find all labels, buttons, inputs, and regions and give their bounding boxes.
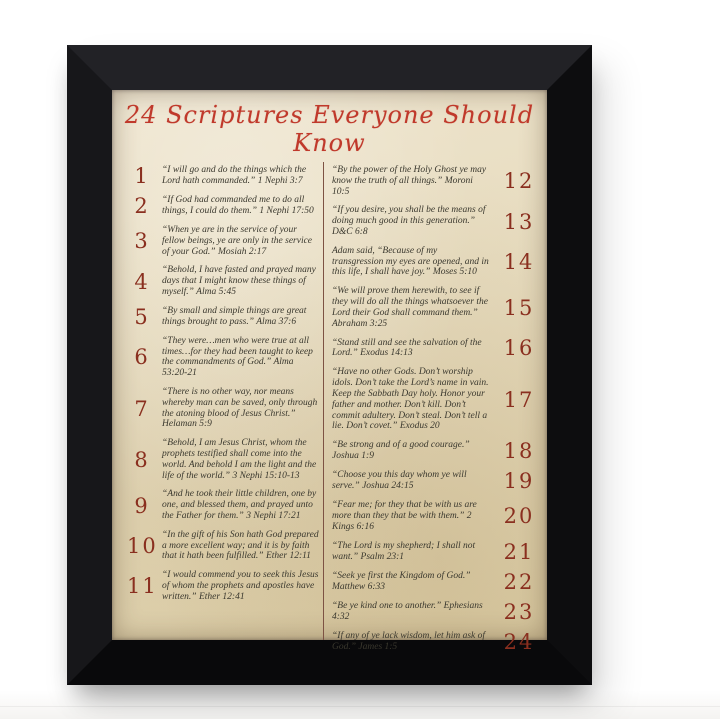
scripture-text bbox=[332, 601, 495, 623]
scripture-item bbox=[127, 306, 319, 328]
scripture-reference: 1 Nephi 17:50 bbox=[259, 206, 314, 216]
scripture-reference: Ephesians 4:32 bbox=[332, 600, 483, 622]
scripture-item bbox=[332, 165, 541, 197]
scripture-item bbox=[332, 601, 541, 623]
scripture-quote: “There is no other way, nor means whereby man can be saved, only through the atoning blood of Jesus Christ.” bbox=[162, 386, 318, 419]
scripture-reference: 2 Kings 6:16 bbox=[332, 510, 472, 532]
scripture-reference: Ether 12:41 bbox=[198, 591, 245, 602]
scripture-quote: “Be strong and of a good courage.” bbox=[332, 440, 470, 451]
scripture-item bbox=[332, 246, 541, 278]
scripture-reference: Exodus 14:13 bbox=[360, 348, 413, 359]
background-floor-line bbox=[0, 706, 720, 707]
scripture-number: 24 bbox=[503, 629, 535, 654]
scripture-text bbox=[332, 500, 495, 532]
scripture-number: 12 bbox=[503, 169, 535, 194]
scripture-reference: Ether 12:11 bbox=[265, 551, 311, 562]
scripture-quote: “Behold, I am Jesus Christ, whom the prophets testified shall come into the world. And behold I am the light and the life of the world.” bbox=[162, 438, 317, 481]
scripture-number: 14 bbox=[503, 249, 535, 274]
scripture-item bbox=[332, 337, 541, 359]
scripture-text bbox=[162, 387, 319, 430]
scripture-quote: “I will go and do the things which the Lord hath commanded.” bbox=[162, 165, 307, 186]
poster-title: 24 Scriptures Everyone Should Know bbox=[124, 101, 535, 157]
scripture-text bbox=[332, 205, 495, 237]
scripture-reference: D&C 6:8 bbox=[332, 226, 368, 237]
scripture-item bbox=[332, 367, 541, 432]
scripture-item bbox=[127, 530, 319, 562]
scripture-quote: “I would commend you to seek this Jesus of whom the prophets and apostles have written.” bbox=[162, 570, 319, 602]
scripture-number: 4 bbox=[134, 269, 150, 294]
scripture-reference: Moroni 10:5 bbox=[332, 175, 473, 197]
scripture-quote: “And he took their little children, one by one, and blessed them, and prayed unto the Father for them.” bbox=[162, 489, 317, 521]
scripture-quote: “By the power of the Holy Ghost ye may know the truth of all things.” bbox=[332, 165, 487, 186]
scripture-item bbox=[127, 336, 319, 379]
scripture-number: 2 bbox=[134, 194, 150, 218]
scripture-item bbox=[127, 165, 319, 187]
left-column bbox=[112, 162, 323, 640]
scripture-number: 6 bbox=[134, 345, 150, 370]
scripture-text bbox=[332, 571, 495, 593]
scripture-item bbox=[332, 440, 541, 462]
scripture-text bbox=[332, 440, 495, 462]
scripture-reference: Moses 5:10 bbox=[432, 267, 477, 278]
scripture-item bbox=[332, 205, 541, 237]
scripture-item bbox=[332, 541, 541, 563]
scripture-number: 13 bbox=[503, 209, 535, 234]
scripture-item bbox=[332, 286, 541, 329]
scripture-reference: Psalm 23:1 bbox=[360, 551, 405, 562]
scripture-number: 20 bbox=[503, 504, 535, 529]
scripture-number: 16 bbox=[503, 336, 535, 361]
scripture-text bbox=[332, 541, 495, 563]
scripture-text bbox=[332, 367, 495, 432]
scripture-poster bbox=[112, 90, 547, 654]
scripture-quote: “The Lord is my shepherd; I shall not want.” bbox=[332, 540, 476, 562]
scripture-quote: “Be ye kind one to another.” bbox=[332, 600, 442, 611]
scripture-reference: Joshua 1:9 bbox=[332, 451, 374, 462]
scripture-quote: “When ye are in the service of your fellow beings, ye are only in the service of your God.” bbox=[162, 225, 313, 257]
scripture-quote: Adam said, “Because of my transgression my eyes are opened, and in this life, I shall have joy.” bbox=[332, 245, 489, 278]
scripture-text bbox=[332, 631, 495, 653]
scripture-number: 15 bbox=[503, 295, 535, 320]
scripture-number: 18 bbox=[503, 439, 535, 464]
scripture-text bbox=[332, 338, 495, 360]
scripture-item bbox=[332, 470, 541, 492]
scripture-quote: “If you desire, you shall be the means of doing much good in this generation.” bbox=[332, 205, 486, 227]
scripture-text bbox=[162, 195, 319, 217]
scripture-reference: Mosiah 2:17 bbox=[217, 246, 267, 257]
scripture-number: 8 bbox=[134, 447, 150, 472]
scripture-quote: “Have no other Gods. Don’t worship idols. Don’t take the Lord’s name in vain. Keep the Sabbath Day holy. Honor your father and mother. Don’t kill. Don’t commit adultery. Don’t steal. Don’t tell a lie. Don’t covet.” bbox=[332, 367, 489, 432]
poster-columns bbox=[112, 162, 547, 654]
scripture-number: 11 bbox=[127, 574, 158, 599]
scripture-quote: “Stand still and see the salvation of the Lord.” bbox=[332, 337, 482, 359]
scripture-text bbox=[162, 265, 319, 297]
scripture-quote: “We will prove them herewith, to see if they will do all the things whatsoever the Lord their God shall command them.” bbox=[332, 286, 488, 318]
scripture-text bbox=[162, 336, 319, 379]
scripture-text bbox=[162, 306, 319, 328]
scripture-reference: 1 Nephi 3:7 bbox=[257, 176, 303, 186]
scripture-number: 23 bbox=[503, 599, 535, 624]
scripture-text bbox=[332, 470, 495, 492]
scripture-item bbox=[127, 387, 319, 430]
scripture-reference: Joshua 24:15 bbox=[362, 481, 414, 492]
scripture-item bbox=[127, 265, 319, 297]
scripture-quote: “Behold, I have fasted and prayed many days that I might know these things of myself.” bbox=[162, 265, 316, 297]
scripture-reference: Matthew 6:33 bbox=[332, 581, 386, 592]
scripture-number: 10 bbox=[127, 533, 158, 558]
scripture-number: 7 bbox=[134, 396, 150, 421]
scripture-text bbox=[162, 165, 319, 187]
scripture-text bbox=[162, 225, 319, 257]
scripture-text bbox=[162, 489, 319, 521]
scripture-quote: “By small and simple things are great things brought to pass.” bbox=[162, 305, 307, 327]
scripture-reference: Alma 37:6 bbox=[256, 316, 297, 327]
scripture-item bbox=[127, 438, 319, 481]
scripture-item bbox=[127, 225, 319, 257]
scripture-text bbox=[332, 286, 495, 329]
scripture-quote: “They were…men who were true at all times…for they had been taught to keep the commandments of God.” bbox=[162, 335, 313, 368]
scripture-reference: 3 Nephi 15:10-13 bbox=[232, 470, 300, 481]
scripture-number: 3 bbox=[134, 229, 150, 254]
scripture-item bbox=[127, 489, 319, 521]
scripture-number: 22 bbox=[503, 569, 535, 594]
scripture-quote: “If God had commanded me to do all things, I could do them.” bbox=[162, 195, 305, 216]
scripture-reference: Alma 5:45 bbox=[196, 286, 236, 297]
scripture-number: 17 bbox=[503, 387, 535, 412]
scripture-item bbox=[332, 571, 541, 593]
picture-frame bbox=[67, 45, 592, 685]
scripture-reference: Exodus 20 bbox=[399, 421, 440, 432]
scripture-reference: 3 Nephi 17:21 bbox=[246, 510, 301, 521]
scripture-item bbox=[127, 570, 319, 602]
scripture-item bbox=[127, 195, 319, 217]
scripture-item bbox=[332, 631, 541, 653]
scripture-quote: “If any of ye lack wisdom, let him ask of God.” bbox=[332, 630, 486, 652]
scripture-item bbox=[332, 500, 541, 532]
scripture-quote: “Seek ye first the Kingdom of God.” bbox=[332, 570, 471, 581]
scripture-text bbox=[332, 165, 495, 197]
scripture-reference: Abraham 3:25 bbox=[332, 318, 388, 329]
scripture-number: 19 bbox=[503, 469, 535, 494]
scripture-quote: “Choose you this day whom ye will serve.” bbox=[332, 470, 467, 492]
scripture-text bbox=[332, 246, 495, 278]
scripture-number: 5 bbox=[134, 304, 150, 329]
scripture-number: 21 bbox=[503, 539, 535, 564]
scripture-quote: “Fear me; for they that be with us are more than they that be with them.” bbox=[332, 500, 477, 521]
scripture-text bbox=[162, 570, 319, 602]
scripture-text bbox=[162, 530, 319, 562]
scripture-reference: Alma 53:20-21 bbox=[162, 357, 294, 379]
scripture-number: 1 bbox=[134, 164, 150, 188]
scripture-text bbox=[162, 438, 319, 481]
right-column bbox=[323, 162, 547, 654]
scripture-reference: Helaman 5:9 bbox=[162, 419, 212, 430]
scripture-number: 9 bbox=[134, 493, 150, 518]
scripture-reference: James 1:5 bbox=[358, 641, 398, 652]
scripture-quote: “In the gift of his Son hath God prepared a more excellent way; and it is by faith that it hath been fulfilled.” bbox=[162, 529, 319, 562]
